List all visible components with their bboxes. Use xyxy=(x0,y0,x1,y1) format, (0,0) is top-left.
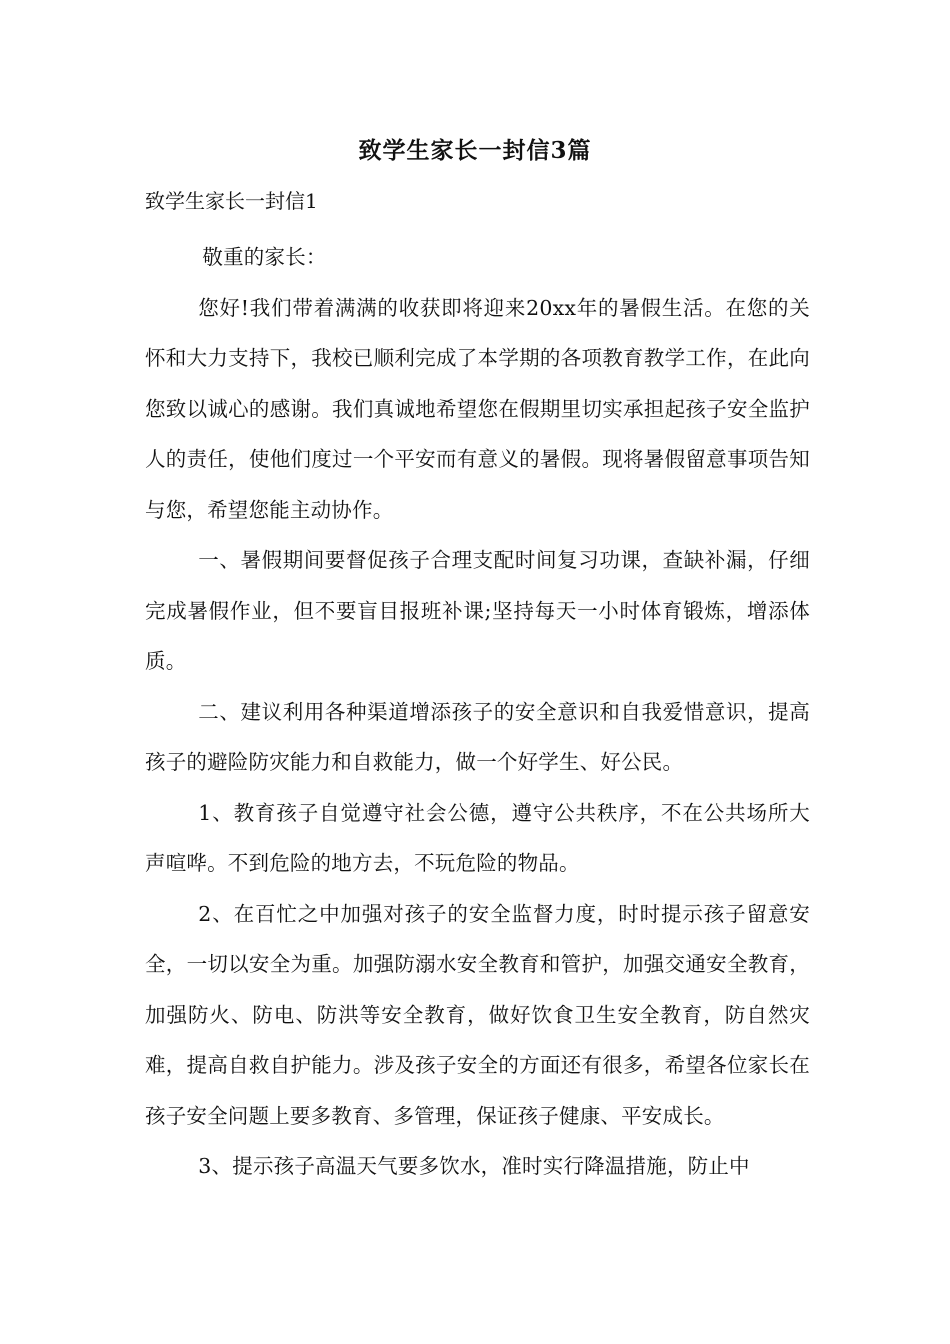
paragraph-subitem-3: 3、提示孩子高温天气要多饮水，准时实行降温措施，防止中 xyxy=(198,1154,750,1178)
letter-body xyxy=(145,232,810,1192)
paragraph-item-2: 二、建议利用各种渠道增添孩子的安全意识和自我爱惜意识，提高孩子的避险防灾能力和自救能力，做一个好学生、好公民。 xyxy=(145,699,810,774)
greeting: 敬重的家长： xyxy=(202,245,327,269)
paragraph-subitem-2: 2、在百忙之中加强对孩子的安全监督力度，时时提示孩子留意安全，一切以安全为重。加强防溺水安全教育和管护，加强交通安全教育，加强防火、防电、防洪等安全教育，做好饮食卫生安全教育，防自然灾难，提高自救自护能力。涉及孩子安全的方面还有很多，希望各位家长在孩子安全问题上要多教育、多管理，保证孩子健康、平安成长。 xyxy=(145,901,810,1128)
document-title: 致学生家长一封信3篇 xyxy=(358,137,592,164)
paragraph-subitem-1: 1、教育孩子自觉遵守社会公德，遵守公共秩序，不在公共场所大声喧哗。不到危险的地方去，不玩危险的物品。 xyxy=(145,800,810,875)
section-title: 致学生家长一封信1 xyxy=(145,189,318,213)
paragraph-intro: 您好!我们带着满满的收获即将迎来20xx年的暑假生活。在您的关怀和大力支持下，我校已顺利完成了本学期的各项教育教学工作，在此向您致以诚心的感谢。我们真诚地希望您在假期里切实承担起孩子安全监护人的责任，使他们度过一个平安而有意义的暑假。现将暑假留意事项告知与您，希望您能主动协作。 xyxy=(145,295,810,522)
paragraph-item-1: 一、暑假期间要督促孩子合理支配时间复习功课，查缺补漏，仔细完成暑假作业，但不要盲目报班补课;坚持每天一小时体育锻炼，增添体质。 xyxy=(145,548,810,673)
